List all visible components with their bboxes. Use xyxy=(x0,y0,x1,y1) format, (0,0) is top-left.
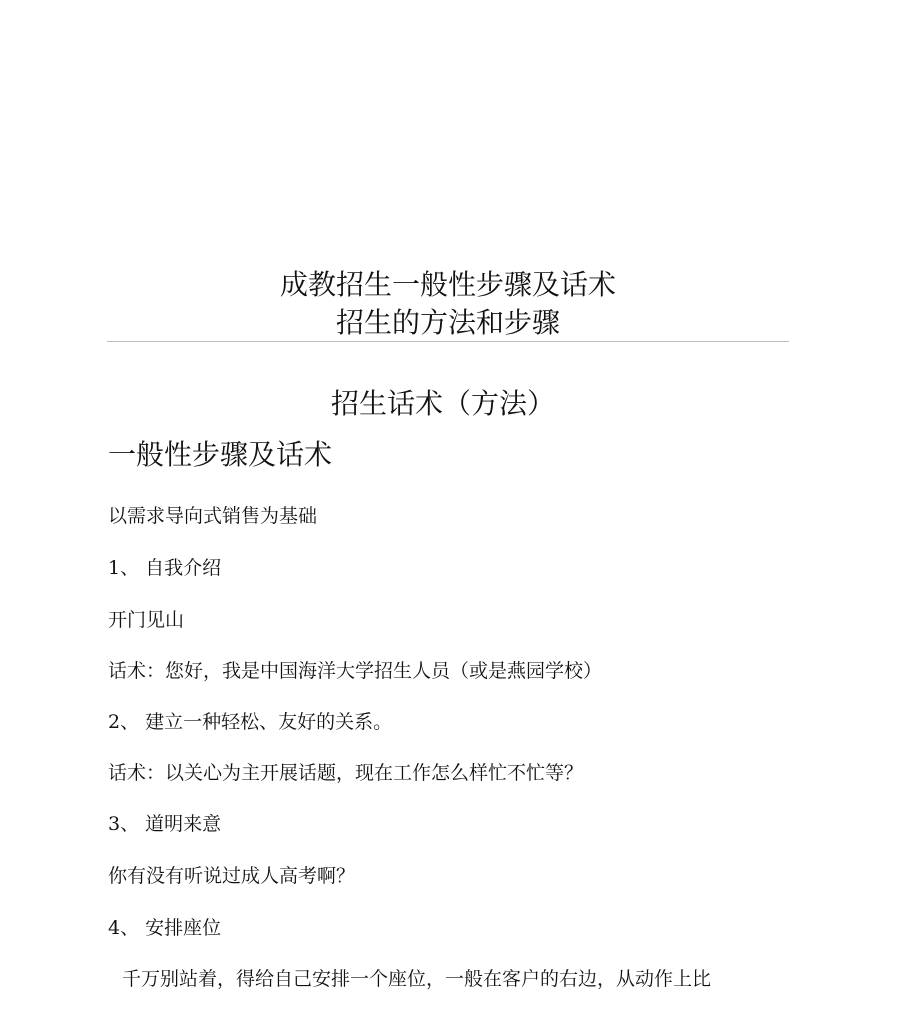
paragraph: 千万别站着，得给自己安排一个座位，一般在客户的右边，从动作上比 xyxy=(122,968,712,990)
title-divider xyxy=(107,341,789,342)
step-3-heading: 3、 道明来意 xyxy=(108,813,222,835)
step-1-heading: 1、 自我介绍 xyxy=(108,557,222,579)
script-line: 话术：您好，我是中国海洋大学招生人员（或是燕园学校） xyxy=(108,660,603,682)
script-line: 话术：以关心为主开展话题，现在工作怎么样忙不忙等？ xyxy=(108,762,584,784)
section-heading: 招生话术（方法） xyxy=(330,387,555,420)
paragraph: 你有没有听说过成人高考啊？ xyxy=(108,865,356,887)
step-2-heading: 2、 建立一种轻松、友好的关系。 xyxy=(108,711,393,733)
sub-heading: 一般性步骤及话术 xyxy=(108,438,333,471)
document-title: 成教招生一般性步骤及话术 xyxy=(279,268,616,301)
paragraph: 开门见山 xyxy=(108,609,185,631)
paragraph-intro: 以需求导向式销售为基础 xyxy=(108,505,318,527)
step-4-heading: 4、 安排座位 xyxy=(108,917,222,939)
document-subtitle: 招生的方法和步骤 xyxy=(335,306,560,339)
